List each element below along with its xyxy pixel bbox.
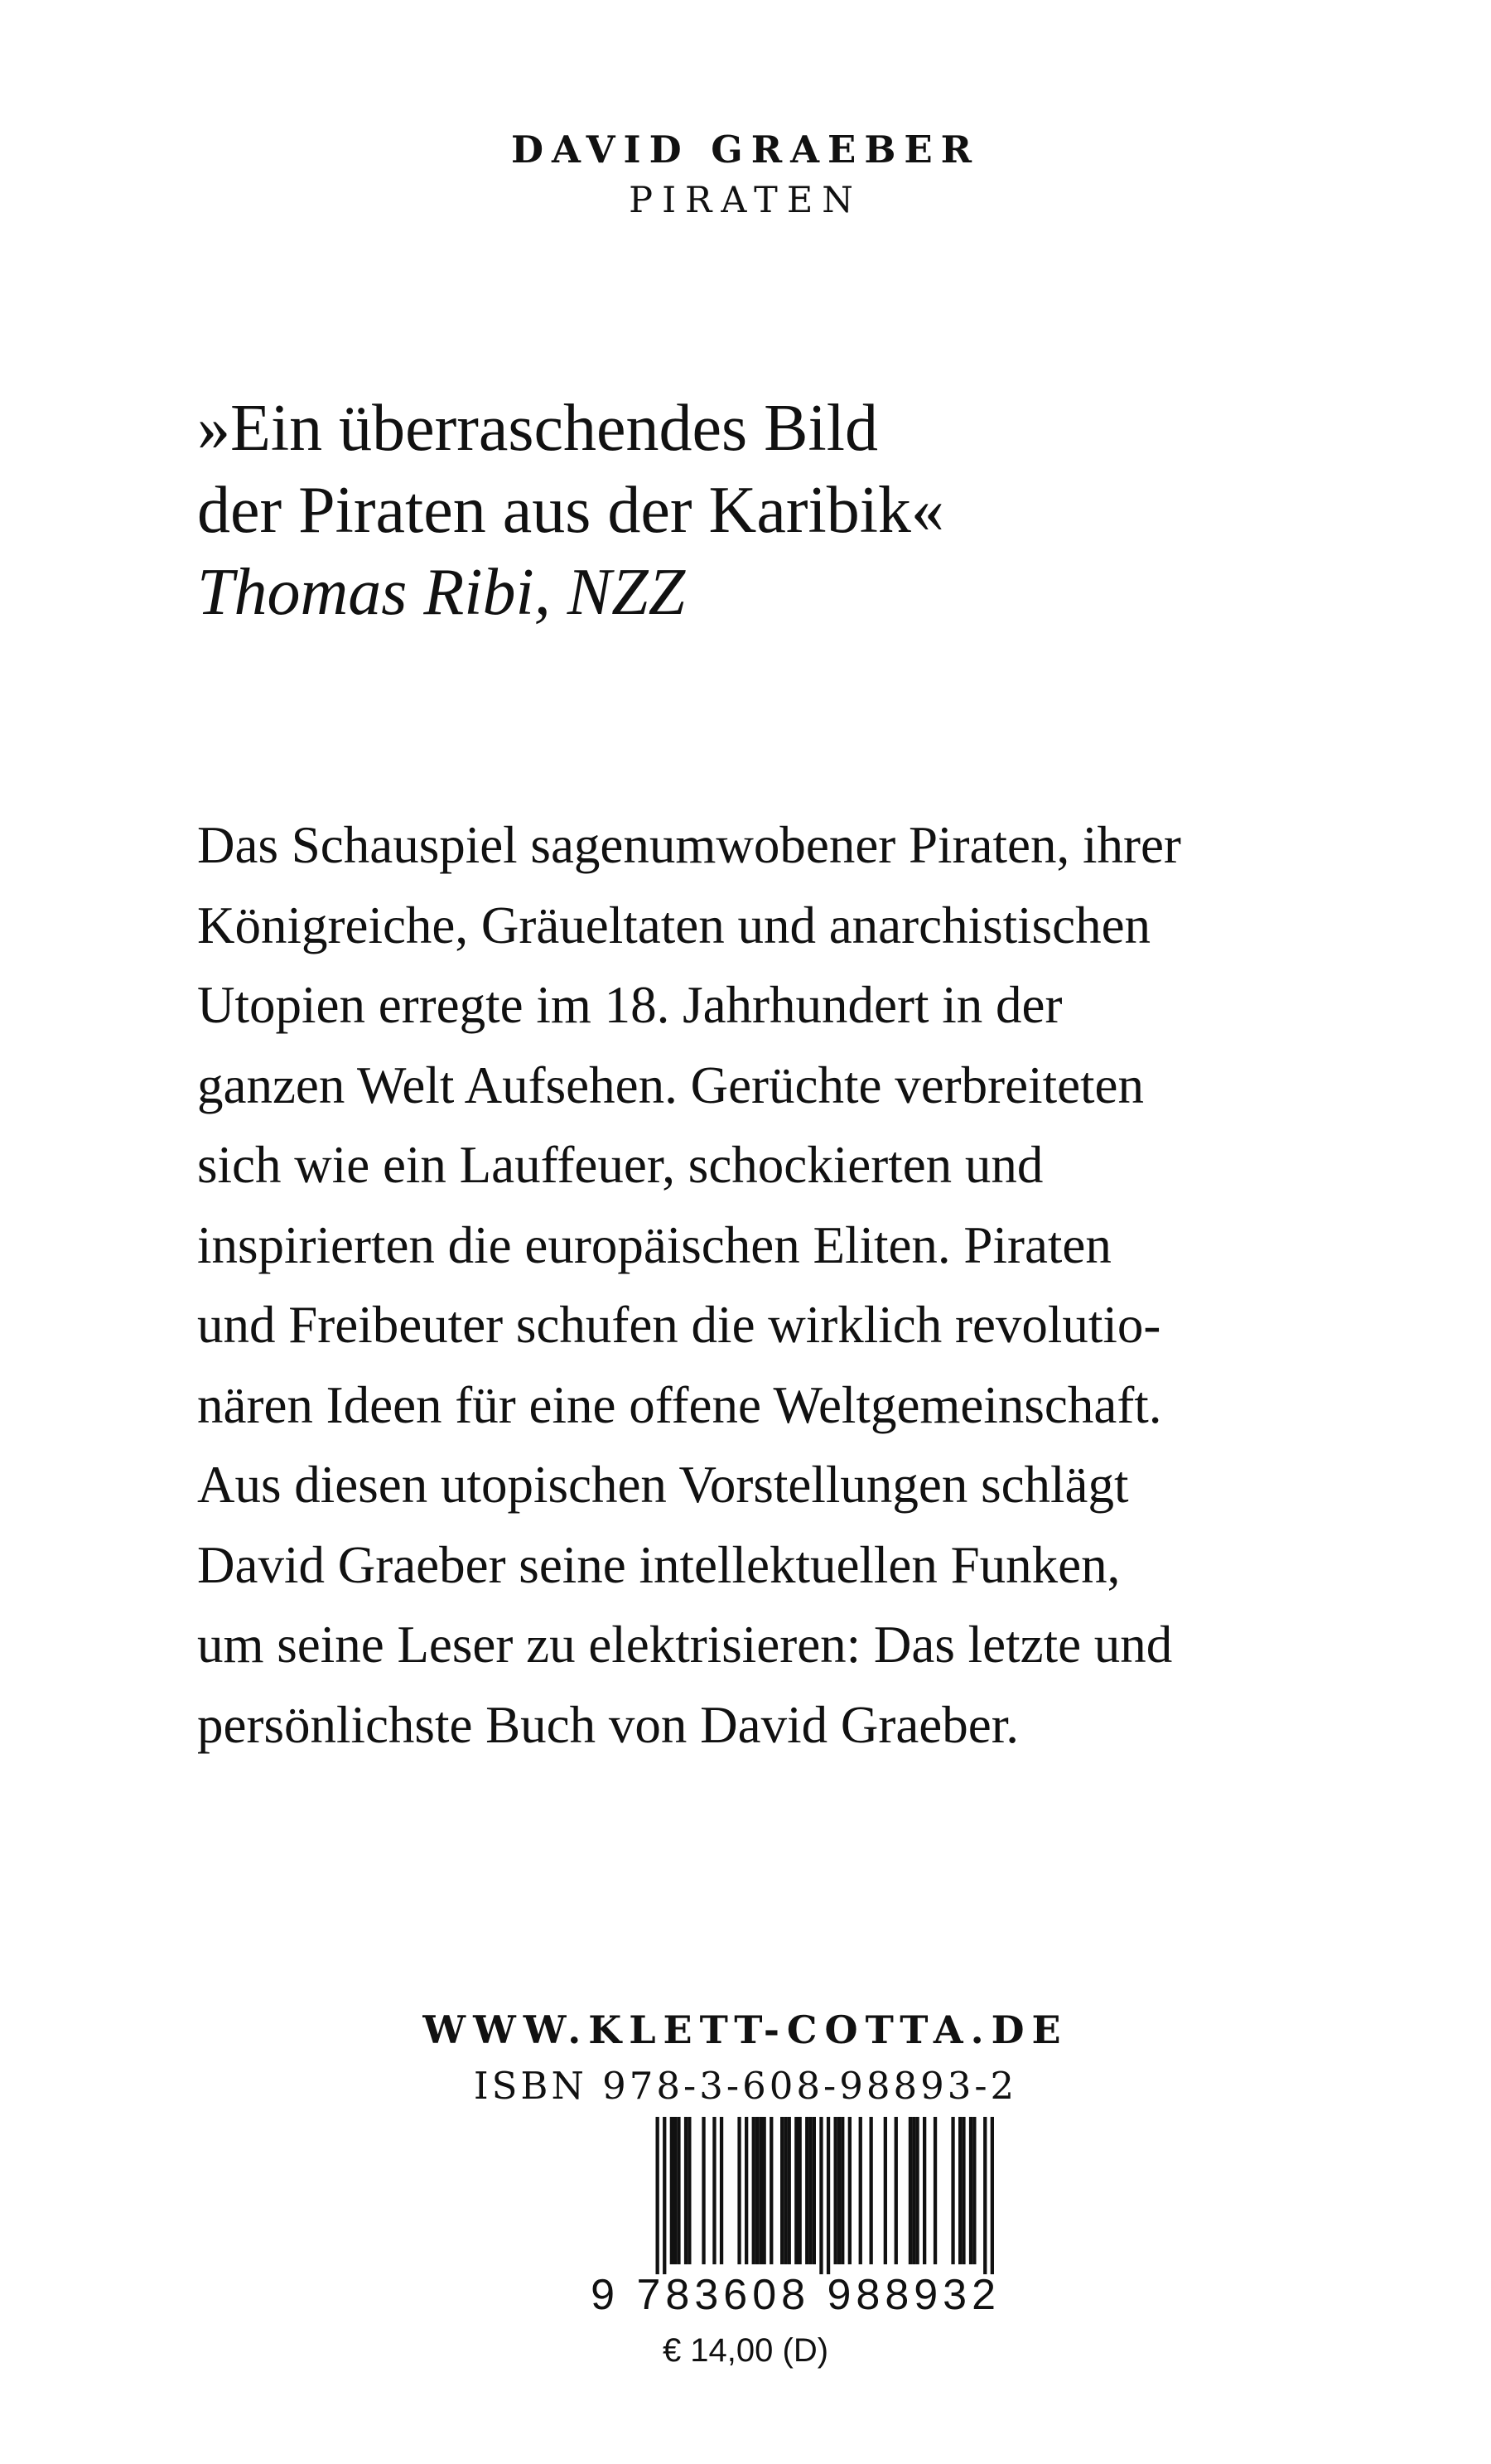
barcode-bar [951, 2117, 954, 2264]
blurb-line: ganzen Welt Aufsehen. Gerüchte verbreiteten [197, 1056, 1145, 1114]
barcode-bar [972, 2117, 976, 2264]
blurb-line: nären Ideen für eine offene Weltgemeinschaft. [197, 1375, 1162, 1434]
barcode-bar [819, 2117, 823, 2274]
blurb-line: und Freibeuter schufen die wirklich revolutio- [197, 1296, 1161, 1354]
barcode-bar [969, 2117, 972, 2264]
barcode-bar [848, 2117, 852, 2264]
barcode-bar [805, 2117, 808, 2264]
isbn-number: ISBN 978-3-608-98893-2 [473, 2064, 1018, 2108]
blurb-line: sich wie ein Lauffeuer, schockierten und [197, 1136, 1044, 1194]
blurb-line: inspirierten die europäischen Eliten. Piraten [197, 1215, 1112, 1274]
barcode-bar [834, 2117, 837, 2264]
barcode-bar [912, 2117, 915, 2264]
barcode-bar [859, 2117, 862, 2264]
barcode-bar [784, 2117, 787, 2264]
publisher-website: WWW.KLETT-COTTA.DE [422, 2007, 1069, 2052]
barcode-bar [788, 2117, 791, 2264]
blurb-line: persönlichste Buch von David Graeber. [197, 1695, 1019, 1754]
barcode-bar [737, 2117, 741, 2264]
blurb-text [197, 805, 1390, 1765]
barcode-bar [702, 2117, 705, 2264]
barcode [537, 2117, 1001, 2322]
quote-line: »Ein überraschendes Bild [197, 392, 878, 465]
blurb-line: Das Schauspiel sagenumwobener Piraten, ihrer [197, 816, 1181, 874]
barcode-bar [837, 2117, 841, 2264]
blurb-line: Königreiche, Gräueltaten und anarchistischen [197, 896, 1151, 954]
barcode-bar [962, 2117, 965, 2264]
barcode-bar [799, 2117, 802, 2264]
book-title: PIRATEN [629, 180, 862, 221]
barcode-bar [895, 2117, 898, 2264]
barcode-bar [656, 2117, 659, 2274]
barcode-bar [827, 2117, 830, 2274]
barcode-bar [794, 2117, 798, 2264]
barcode-bar [759, 2117, 762, 2264]
barcode-bar [915, 2117, 919, 2264]
barcode-bar [934, 2117, 937, 2264]
blurb-line: Utopien erregte im 18. Jahrhundert in der [197, 976, 1063, 1034]
barcode-digits: 9 783608 988932 [591, 2271, 1001, 2319]
price-label: € 14,00 (D) [662, 2332, 829, 2369]
barcode-bar [663, 2117, 666, 2274]
quote-source: Thomas Ribi, NZZ [197, 556, 686, 629]
barcode-bar [923, 2117, 926, 2264]
barcode-bar [752, 2117, 755, 2264]
barcode-bar [813, 2117, 816, 2264]
barcode-bar [991, 2117, 994, 2274]
barcode-bar [780, 2117, 784, 2264]
barcode-bar [673, 2117, 677, 2264]
barcode-bar [870, 2117, 873, 2264]
cover-header [0, 124, 1491, 225]
barcode-bar [720, 2117, 723, 2264]
blurb-line: um seine Leser zu elektrisieren: Das letzte und [197, 1616, 1173, 1674]
quote-line: der Piraten aus der Karibik« [197, 474, 944, 547]
barcode-bar [808, 2117, 812, 2264]
barcode-bars [537, 2117, 1001, 2274]
barcode-bar [670, 2117, 673, 2264]
barcode-bar [841, 2117, 844, 2264]
barcode-bar [884, 2117, 887, 2264]
blurb-line: David Graeber seine intellektuellen Funken, [197, 1535, 1121, 1594]
publisher-footer [0, 2003, 1491, 2111]
barcode-bar [909, 2117, 912, 2264]
barcode-bar [688, 2117, 691, 2264]
review-quote [197, 388, 1357, 634]
author-name: DAVID GRAEBER [510, 128, 981, 172]
barcode-bar [745, 2117, 748, 2264]
barcode-bar [763, 2117, 766, 2264]
barcode-bar [755, 2117, 759, 2264]
barcode-bar [712, 2117, 716, 2264]
barcode-bar [983, 2117, 987, 2274]
blurb-line: Aus diesen utopischen Vorstellungen schlägt [197, 1456, 1129, 1514]
barcode-bar [677, 2117, 680, 2264]
barcode-bar [770, 2117, 773, 2264]
barcode-bar [958, 2117, 962, 2264]
barcode-bar [684, 2117, 688, 2264]
